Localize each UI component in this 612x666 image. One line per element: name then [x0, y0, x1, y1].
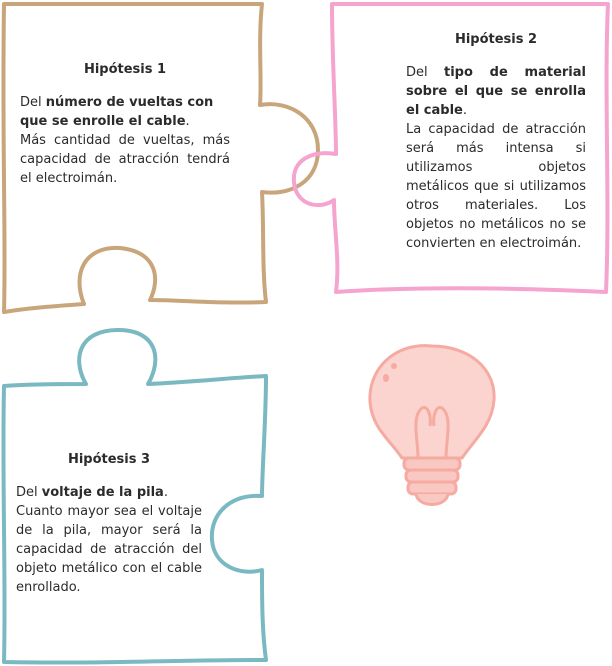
hypothesis-3-lead — [16, 483, 202, 502]
hypothesis-2-lead — [406, 63, 586, 120]
hypothesis-3-title: Hipótesis 3 — [67, 452, 151, 467]
hypothesis-2-body: La capacidad de atracción será más intensa si utilizamos objetos metálicos que si utilizamos otros materiales. Los objetos no metálicos no se convierten en electroimán. — [406, 122, 586, 251]
hypothesis-3-body: Cuanto mayor sea el voltaje de la pila, mayor será la capacidad de atracción del objeto metálico con el cable enrollado. — [16, 504, 202, 595]
hypothesis-3-lead-bold: voltaje de la pila — [41, 485, 164, 500]
hypothesis-card-3 — [16, 450, 202, 597]
hypothesis-1-lead — [20, 93, 230, 131]
hypothesis-2-title: Hipótesis 2 — [454, 32, 538, 47]
hypothesis-1-lead-bold: número de vueltas con que se enrolle el cable — [20, 95, 214, 129]
light-bulb-icon — [370, 346, 494, 505]
hypothesis-3-lead-pre: Del — [16, 485, 42, 500]
hypothesis-1-body: Más cantidad de vueltas, más capacidad de atracción tendrá el electroimán. — [20, 133, 230, 186]
hypothesis-2-lead-bold: tipo de material sobre el que se enrolla el cable — [406, 65, 586, 118]
hypothesis-1-title: Hipótesis 1 — [83, 62, 167, 77]
hypothesis-3-lead-post: . — [163, 485, 168, 500]
hypothesis-2-lead-post: . — [462, 103, 467, 118]
hypothesis-2-lead-pre: Del — [406, 65, 444, 80]
hypothesis-1-lead-pre: Del — [20, 95, 46, 110]
hypothesis-card-1 — [20, 60, 230, 188]
hypothesis-card-2 — [406, 30, 586, 253]
hypothesis-1-lead-post: . — [185, 114, 190, 129]
